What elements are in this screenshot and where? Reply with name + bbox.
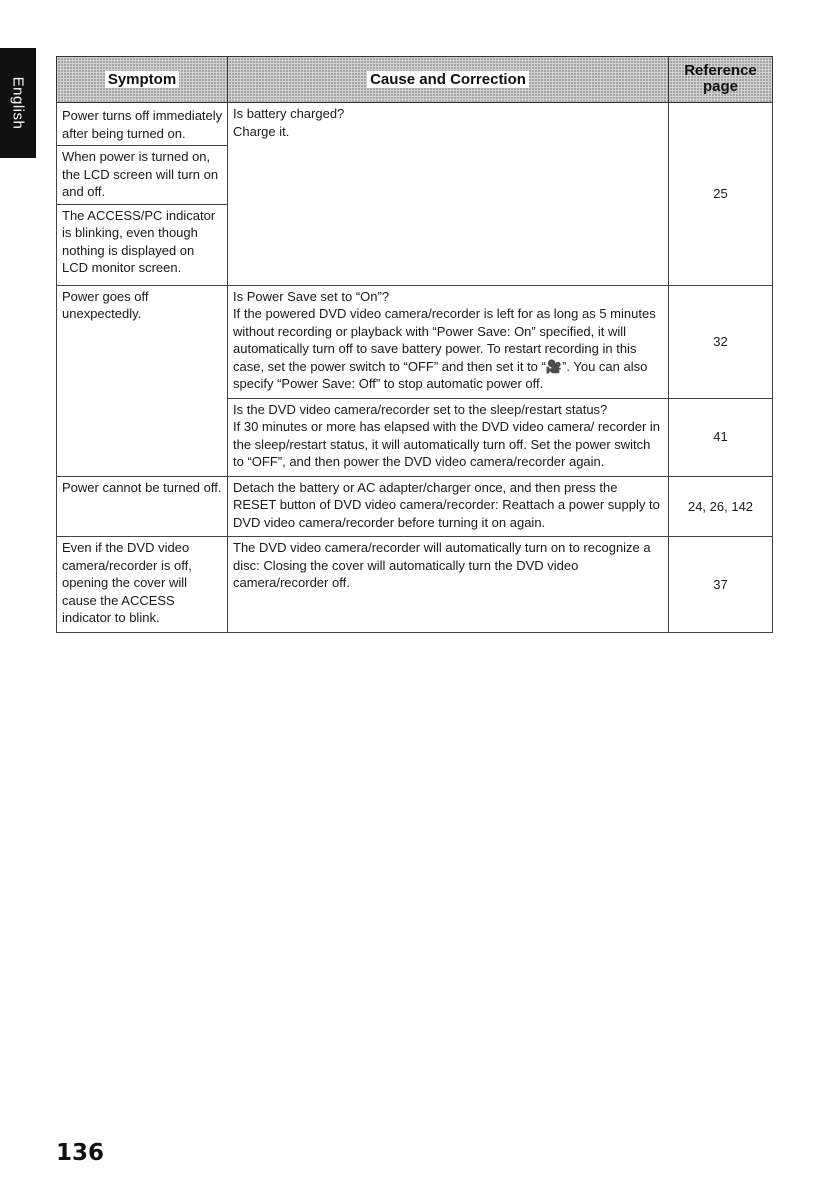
symptom-header-label: Symptom — [105, 71, 179, 88]
cause-cell — [228, 537, 669, 633]
cause-cell — [228, 103, 669, 286]
page-number: 136 — [56, 1140, 105, 1166]
symptom-cell — [57, 285, 228, 476]
table-row — [57, 537, 773, 633]
reference-cell: 25 — [669, 103, 773, 286]
symptom-cell — [57, 476, 228, 537]
symptom-cell — [57, 103, 228, 286]
cause-text: Detach the battery or AC adapter/charger once, and then press the RESET button of DVD video camera/recorder: Reattach a power supply to DVD video camera/recorder before turning it on again. — [233, 479, 660, 530]
symptom-text: Power turns off immediately after being turned on. — [62, 108, 223, 141]
reference-header-label: Reference page — [684, 62, 757, 96]
cause-text: Is battery charged? Charge it. — [233, 106, 345, 139]
symptom-column-header — [57, 57, 228, 103]
symptom-text: Power cannot be turned off. — [62, 479, 222, 495]
table-header-row — [57, 57, 773, 103]
table-row — [57, 476, 773, 537]
table-row — [57, 285, 773, 398]
reference-cell: 41 — [669, 398, 773, 476]
symptom-text: When power is turned on, the LCD screen will turn on and off. — [57, 145, 227, 204]
cause-header-label: Cause and Correction — [367, 71, 529, 88]
cause-cell — [228, 285, 669, 398]
cause-column-header — [228, 57, 669, 103]
cause-cell — [228, 398, 669, 476]
troubleshooting-table — [56, 56, 773, 633]
symptom-text: Power goes off unexpectedly. — [62, 288, 149, 321]
reference-column-header — [669, 57, 773, 103]
cause-cell — [228, 476, 669, 537]
reference-cell: 37 — [669, 537, 773, 633]
cause-text: The DVD video camera/recorder will automatically turn on to recognize a disc: Closing the cover will automatically turn the DVD video camera/recorder off. — [233, 540, 651, 590]
table-row — [57, 103, 773, 286]
cause-text: Is Power Save set to “On”? If the powered DVD video camera/recorder is left for as long as 5 minutes without recording or playback with “Power Save: On” specified, it will automatically turn off to save battery power. To restart recording in this case, set the power switch to “OFF” and then set it to “🎥”. You can also specify “Power Save: Off” to stop automatic power off. — [233, 288, 656, 391]
reference-cell: 32 — [669, 285, 773, 398]
symptom-text: Even if the DVD video camera/recorder is off, opening the cover will cause the ACCESS indicator to blink. — [62, 540, 192, 625]
cause-text: Is the DVD video camera/recorder set to the sleep/restart status? If 30 minutes or more has elapsed with the DVD video camera/ recorder in the sleep/restart status, it will automatically turn off. Set the power switch to “OFF”, and then power the DVD video camera/recorder again. — [233, 401, 661, 469]
language-tab-label: English — [9, 76, 27, 130]
symptom-text: The ACCESS/PC indicator is blinking, even though nothing is displayed on LCD monitor screen. — [57, 204, 227, 280]
reference-cell: 24, 26, 142 — [669, 476, 773, 537]
symptom-cell — [57, 537, 228, 633]
language-tab — [0, 48, 36, 158]
